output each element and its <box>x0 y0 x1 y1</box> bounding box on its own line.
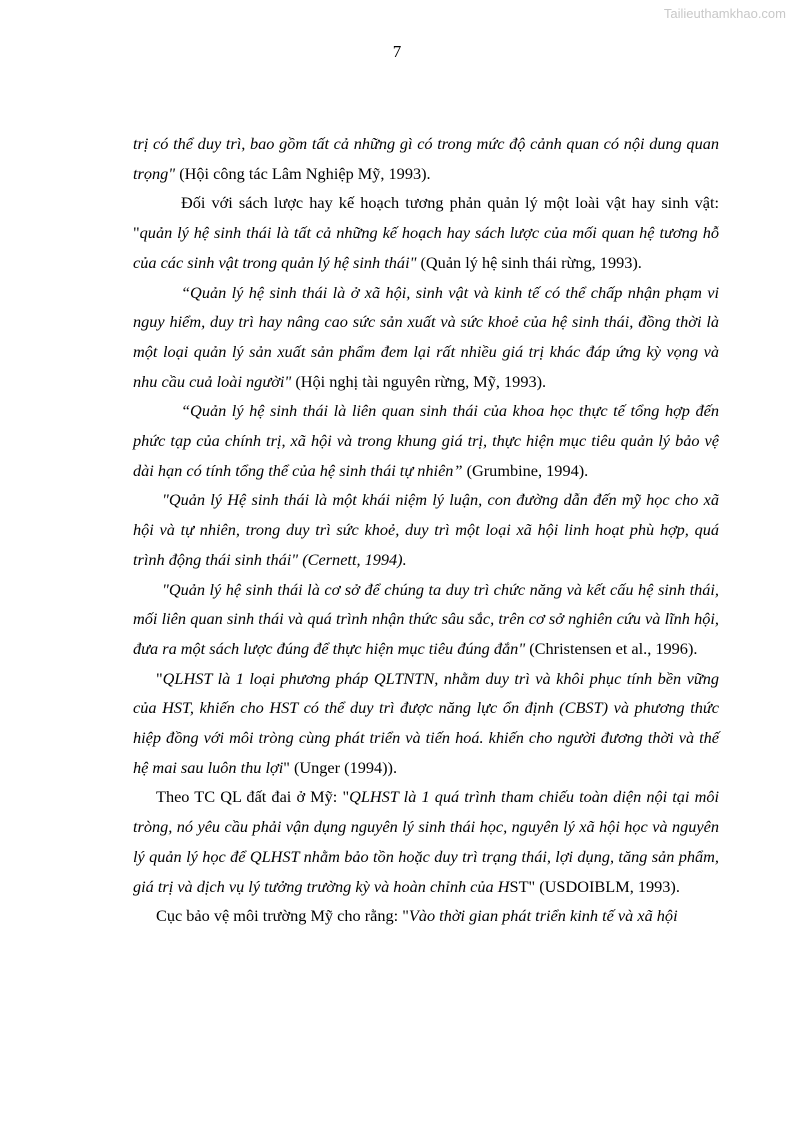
paragraph-7 <box>133 664 719 783</box>
citation-text: (Grumbine, 1994). <box>462 460 589 480</box>
body-text: Đối với sách lược hay kế hoạch tương phản quản lý một loài vật hay sinh vật: " <box>133 193 719 243</box>
citation-text: (Christensen et al., 1996). <box>525 638 698 658</box>
quote-text: “Quản lý hệ sinh thái là ở xã hội, sinh vật và kinh tế có thể chấp nhận phạm vi nguy hiểm, duy trì hay nâng cao sức sản xuất và sức khoẻ của hệ sinh thái, đồng thời là một loại quản lý sản xuất sản phẩm đem lại rất nhiều giá trị khác đáp ứng kỳ vọng và nhu cầu cuả loài người" <box>133 282 719 391</box>
body-text: Theo TC QL đất đai ở Mỹ: " <box>156 787 350 807</box>
page-number: 7 <box>392 42 402 61</box>
quote-text: Vào thời gian phát triển kinh tế và xã hội <box>408 906 678 926</box>
paragraph-5 <box>133 485 719 574</box>
paragraph-2 <box>133 188 719 277</box>
quote-text: trị có thể duy trì, bao gồm tất cả những gì có trong mức độ cảnh quan có nội dung quan trọng" <box>133 134 719 183</box>
paragraph-9 <box>133 901 719 931</box>
citation-text: (Hội công tác Lâm Nghiệp Mỹ, 1993). <box>175 163 431 183</box>
citation-text: (Hội nghị tài nguyên rừng, Mỹ, 1993). <box>291 371 547 391</box>
citation-text: ST" (USDOIBLM, 1993). <box>509 876 680 896</box>
paragraph-1 <box>133 129 719 188</box>
citation-text: (Quản lý hệ sinh thái rừng, 1993). <box>416 252 642 272</box>
quote-text: “Quản lý hệ sinh thái là liên quan sinh thái của khoa học thực tế tổng hợp đến phức tạp của chính trị, xã hội và trong khung giá trị, thực hiện mục tiêu quản lý bảo vệ dài hạn có tính tổng thể của hệ sinh thái tự nhiên” <box>133 401 719 480</box>
paragraph-3 <box>133 278 719 397</box>
body-text: Cục bảo vệ môi trường Mỹ cho rằng: " <box>156 906 409 926</box>
paragraph-8 <box>133 782 719 901</box>
paragraph-4 <box>133 396 719 485</box>
body-text: " <box>156 668 163 688</box>
paragraph-6 <box>133 575 719 664</box>
document-body <box>133 129 719 931</box>
watermark: Tailieuthamkhao.com <box>663 6 786 21</box>
citation-text: " (Unger (1994)). <box>283 757 398 777</box>
quote-text: QLHST là 1 quá trình tham chiếu toàn diện nội tại môi tròng, nó yêu cầu phải vận dụng nguyên lý sinh thái học, nguyên lý xã hội học và nguyên lý quản lý học để QLHST nhằm bảo tồn hoặc duy trì trạng thái, lợi dụng, tăng sản phẩm, giá trị và dịch vụ lý tưởng trường kỳ và hoàn chỉnh của H <box>133 787 719 896</box>
quote-text: "Quản lý hệ sinh thái là cơ sở để chúng ta duy trì chức năng và kết cấu hệ sinh thái, mối liên quan sinh thái và quá trình nhận thức sâu sắc, trên cơ sở nghiên cứu và lĩnh hội, đưa ra một sách lược đúng để thực hiện mục tiêu đúng đắn" <box>133 579 719 658</box>
quote-text: QLHST là 1 loại phương pháp QLTNTN, nhằm duy trì và khôi phục tính bền vững của HST, khiến cho HST có thể duy trì được năng lực ổn định (CBST) và phương thức hiệp đồng với môi tròng cùng phát triển và tiến hoá. khiến cho người đương thời và thế hệ mai sau luôn thu lợi <box>133 668 719 777</box>
quote-text: quản lý hệ sinh thái là tất cả những kế hoạch hay sách lược của mối quan hệ tương hỗ của các sinh vật trong quản lý hệ sinh thái" <box>133 223 719 272</box>
quote-text: "Quản lý Hệ sinh thái là một khái niệm lý luận, con đường dẫn đến mỹ học cho xã hội và tự nhiên, trong duy trì sức khoẻ, duy trì một loại xã hội linh hoạt phù hợp, quá trình động thái sinh thái" (Cernett, 1994). <box>133 490 719 569</box>
